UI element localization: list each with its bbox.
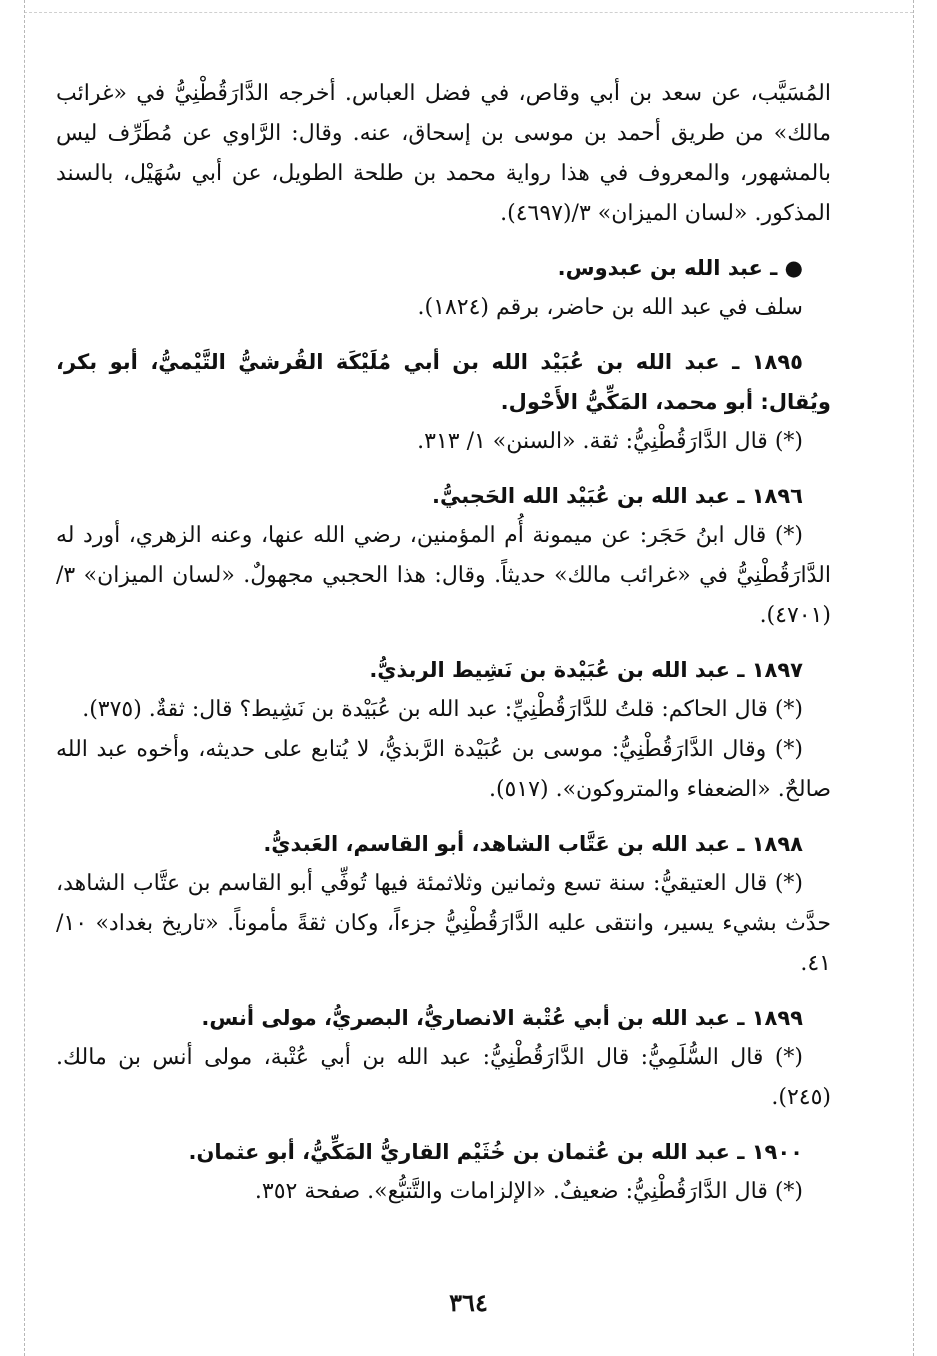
entry-heading: ١٨٩٩ ـ عبد الله بن أبي عُتْبة الانصاريُّ، البصريُّ، مولى أنس. xyxy=(201,1006,803,1030)
entry-paragraph: (*) قال ابنُ حَجَر: عن ميمونة أُم المؤمنين، رضي الله عنها، وعنه الزهري، أورد له الدَّارَقُطْنِيُّ في «غرائب مالك» حديثاً. وقال: هذا الحجبي مجهولٌ. «لسان الميزان» ٣/ (٤٧٠١). xyxy=(56,523,831,628)
entry-paragraph: (*) قال العتيقيُّ: سنة تسع وثمانين وثلاثمئة فيها تُوفِّي أبو القاسم بن عتَّاب الشاهد، حدَّث بشيء يسير، وانتقى عليه الدَّارَقُطْنِيُّ جزءاً، وكان ثقةً مأموناً. «تاريخ بغداد» ١٠/ ٤١. xyxy=(56,871,831,976)
top-dashed-border xyxy=(24,12,913,13)
entry-heading: ١٩٠٠ ـ عبد الله بن عُثمان بن خُثَيْم القاريُّ المَكِّيُّ، أبو عثمان. xyxy=(188,1140,803,1164)
page-number: ٣٦٤ xyxy=(449,1288,488,1317)
page-content xyxy=(56,74,831,1212)
left-dashed-border xyxy=(24,0,25,1356)
entry-paragraph: سلف في عبد الله بن حاضر، برقم (١٨٢٤). xyxy=(417,295,803,320)
right-dashed-border xyxy=(913,0,914,1356)
entry-heading: ١٨٩٨ ـ عبد الله بن عَتَّاب الشاهد، أبو القاسم، العَبديُّ. xyxy=(263,832,803,856)
intro-paragraph: المُسَيَّب، عن سعد بن أبي وقاص، في فضل العباس. أخرجه الدَّارَقُطْنِيُّ في «غرائب مالك» من طريق أحمد بن موسى بن إسحاق، عنه. وقال: الرَّاوي عن مُطَرِّف ليس بالمشهور، والمعروف في هذا رواية محمد بن طلحة الطويل، عن أبي سُهَيْل، بالسند المذكور. «لسان الميزان» ٣/(٤٦٩٧). xyxy=(56,81,831,226)
entry-heading: ١٨٩٥ ـ عبد الله بن عُبَيْد الله بن أبي مُلَيْكَة القُرشيُّ التَّيْميُّ، أبو بكر، ويُقال: أبو محمد، المَكِّيُّ الأَحْول. xyxy=(56,350,831,414)
entry-heading: ١٨٩٧ ـ عبد الله بن عُبَيْدة بن نَشِيط الربذيُّ. xyxy=(369,658,803,682)
entry-paragraph: (*) وقال الدَّارَقُطْنِيُّ: موسى بن عُبَيْدة الرَّبذيُّ، لا يُتابع على حديثه، وأخوه عبد الله صالحٌ. «الضعفاء والمتروكون». (٥١٧). xyxy=(56,737,831,802)
entry-heading: ١٨٩٦ ـ عبد الله بن عُبَيْد الله الحَجبيُّ. xyxy=(431,484,803,508)
entry-paragraph: (*) قال الدَّارَقُطْنِيُّ: ثقة. «السنن» ١/ ٣١٣. xyxy=(417,429,803,454)
entry-heading: ● ـ عبد الله بن عبدوس. xyxy=(557,256,803,280)
entry-paragraph: (*) قال السُّلَمِيُّ: قال الدَّارَقُطْنِيُّ: عبد الله بن أبي عُتْبة، مولى أنس بن مالك. (٢٤٥). xyxy=(56,1045,831,1110)
entry-paragraph: (*) قال الحاكم: قلتُ للدَّارَقُطْنِيِّ: عبد الله بن عُبَيْدة بن نَشِيط؟ قال: ثقةٌ. (٣٧٥). xyxy=(82,697,803,722)
entry-paragraph: (*) قال الدَّارَقُطْنِيُّ: ضعيفٌ. «الإلزامات والتَّتبُّع». صفحة ٣٥٢. xyxy=(254,1179,803,1204)
